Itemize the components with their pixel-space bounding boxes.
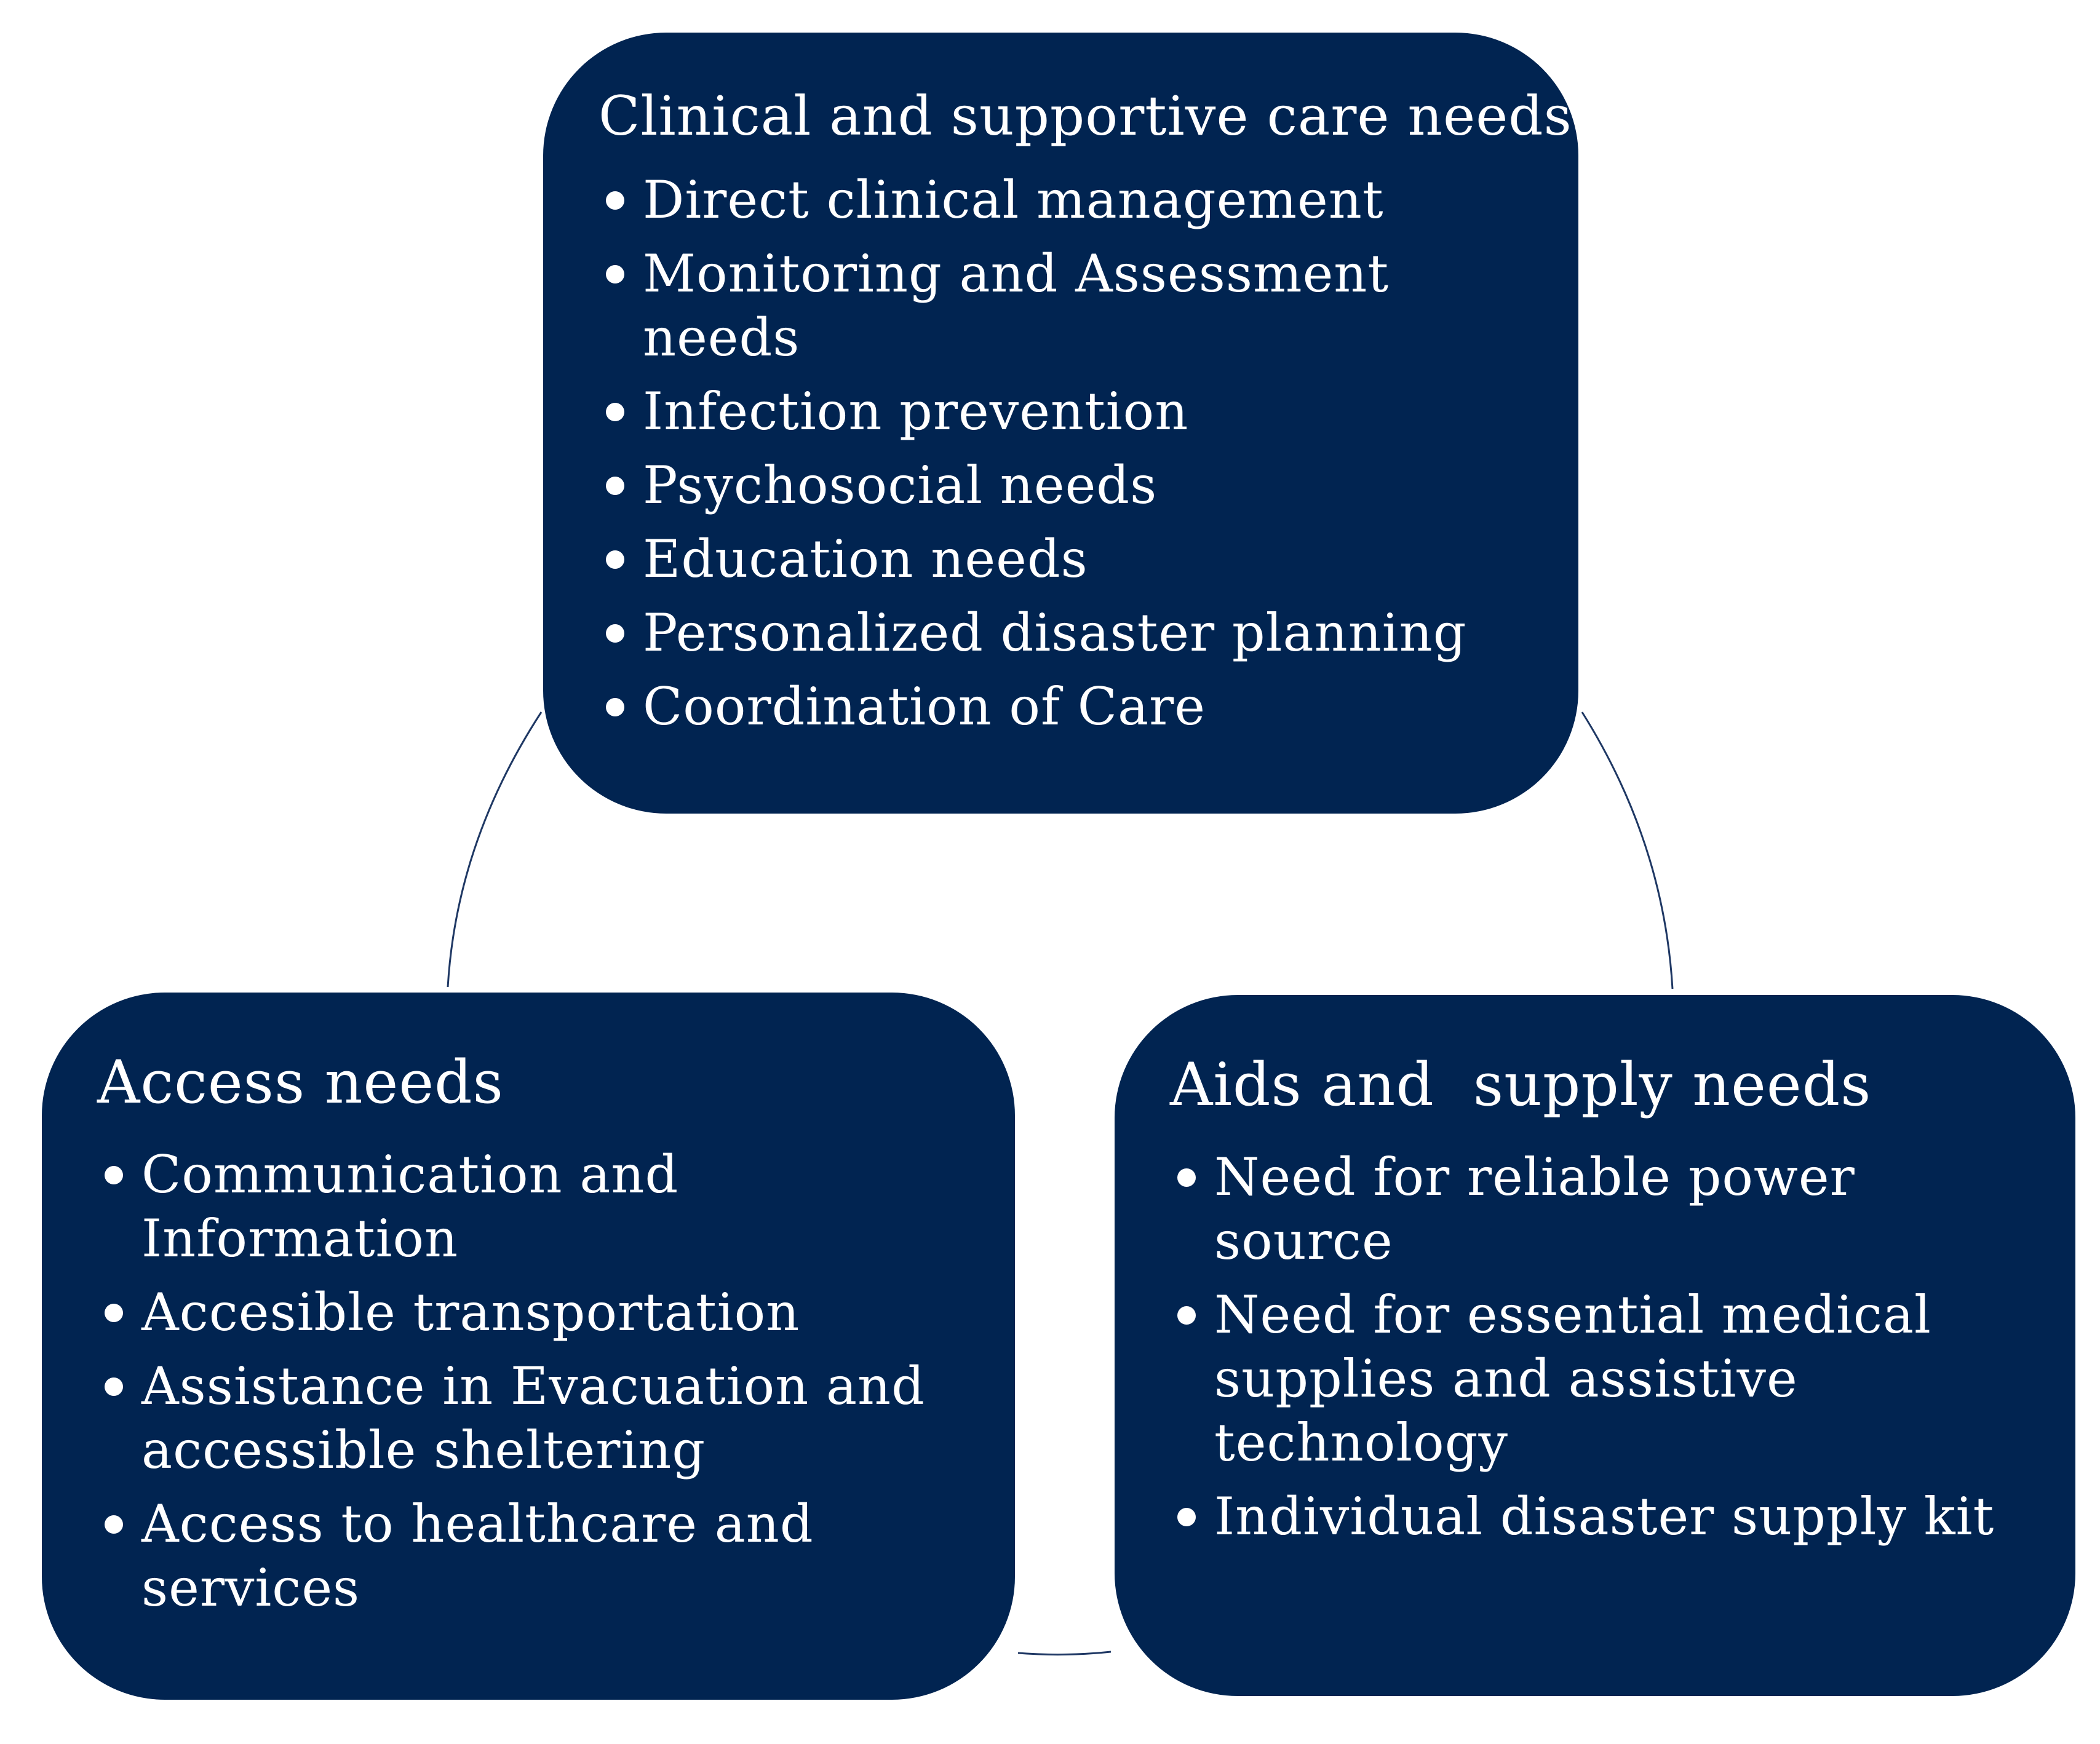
bullet-icon (606, 624, 624, 643)
bullet-icon (1177, 1168, 1196, 1187)
aids-supply-needs-title: Aids and supply needs (1170, 1050, 1872, 1119)
list-item: Infection prevention (599, 379, 1541, 443)
connector-clinical-to-aids (1582, 712, 1672, 989)
access-needs-node (42, 993, 1015, 1700)
bullet-icon (105, 1304, 123, 1322)
clinical-care-needs-title: Clinical and supportive care needs (599, 84, 1572, 148)
bullet-icon (606, 698, 624, 716)
bullet-icon (105, 1377, 123, 1396)
list-item: Direct clinical management (599, 168, 1541, 232)
access-needs-title: Access needs (97, 1048, 504, 1117)
list-item: Communication and Information (97, 1143, 984, 1270)
bullet-icon (606, 403, 624, 421)
clinical-care-needs-node (543, 33, 1578, 814)
connector-access-to-aids (1018, 1652, 1111, 1655)
bullet-icon (1177, 1306, 1196, 1325)
list-item: Education needs (599, 527, 1541, 591)
list-item: Accesible transportation (97, 1280, 984, 1344)
list-item: Need for reliable power source (1170, 1145, 2051, 1273)
aids-supply-needs-list (1170, 1145, 2051, 1548)
connector-clinical-to-access (448, 712, 541, 987)
bullet-icon (105, 1515, 123, 1534)
list-item: Need for essential medical supplies and assistive technology (1170, 1283, 2051, 1475)
bullet-icon (606, 550, 624, 569)
aids-supply-needs-node (1115, 995, 2075, 1696)
bullet-icon (105, 1166, 123, 1184)
list-item: Personalized disaster planning (599, 601, 1541, 665)
list-item: Monitoring and Assessment needs (599, 242, 1541, 370)
list-item: Assistance in Evacuation and accessible sheltering (97, 1354, 984, 1482)
bullet-icon (606, 191, 624, 210)
list-item: Coordination of Care (599, 675, 1541, 739)
list-item: Psychosocial needs (599, 453, 1541, 517)
list-item: Individual disaster supply kit (1170, 1484, 2051, 1548)
clinical-care-needs-list (599, 168, 1541, 739)
bullet-icon (606, 477, 624, 495)
list-item: Access to healthcare and services (97, 1492, 984, 1620)
bullet-icon (1177, 1508, 1196, 1526)
bullet-icon (606, 265, 624, 283)
access-needs-list (97, 1143, 984, 1620)
